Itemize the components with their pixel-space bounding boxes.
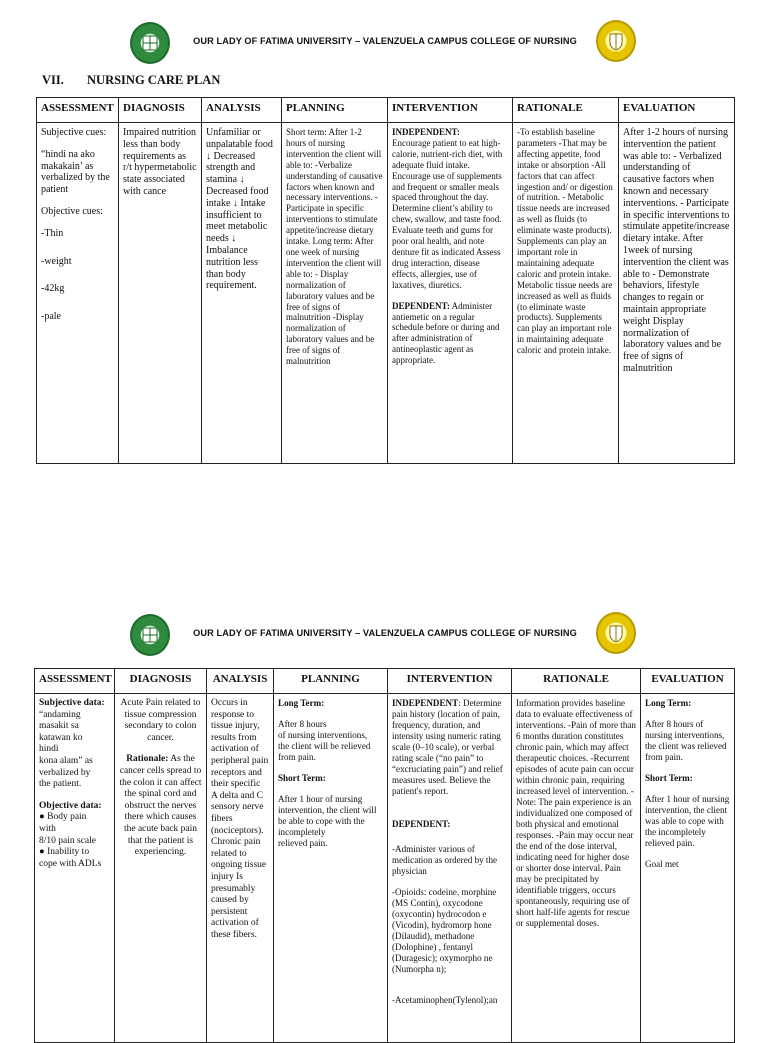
header-assessment: ASSESSMENT — [35, 669, 115, 694]
section-number: VII. — [42, 73, 64, 87]
quote-line: “andaming — [39, 709, 81, 720]
table-header-row — [35, 669, 735, 694]
college-seal-icon — [596, 20, 636, 62]
section-heading — [42, 73, 220, 88]
independent-label: INDEPENDENT — [392, 698, 459, 708]
intervention-cell — [388, 123, 513, 464]
college-seal-icon — [596, 612, 636, 654]
header-rationale: RATIONALE — [512, 669, 641, 694]
opioids-text: -Opioids: codeine, morphine (MS Contin), oxycodone (oxycontin) hydrocodon e (Vicodin), hydromorp hone (Dilaudid), methadone (Dolophine) , fentanyl (Duragesic); oxymorpho ne (Numorpha n); — [392, 887, 497, 974]
table-row — [35, 694, 735, 1043]
diagnosis-cell — [115, 694, 207, 1043]
header-diagnosis: DIAGNOSIS — [119, 98, 202, 123]
header-diagnosis: DIAGNOSIS — [115, 669, 207, 694]
header-planning: PLANNING — [282, 98, 388, 123]
page-header-2 — [0, 612, 768, 672]
quote-line: masakit sa — [39, 721, 79, 732]
university-seal-icon — [130, 22, 170, 64]
objective-label: Objective cues: — [41, 205, 103, 217]
short-term-line: be able to cope with the — [278, 816, 365, 826]
quote-line: katawan ko — [39, 732, 83, 743]
independent-text: : Determine pain history (location of pain, frequency, duration, and intensity using numeric rating scale (0–10 scale), or verbal rating scale (“no pain” to “excruciating pain”) and relief measures used. Believe the patient's report. — [392, 698, 503, 796]
header-analysis: ANALYSIS — [202, 98, 282, 123]
rationale-text: As the cancer cells spread to the colon it can affect the spinal cord and obstruct the nerves there which causes the acute back pain that the patient is experiencing. — [119, 754, 202, 858]
university-title: OUR LADY OF FATIMA UNIVERSITY – VALENZUELA CAMPUS COLLEGE OF NURSING — [193, 36, 577, 46]
header-intervention: INTERVENTION — [388, 98, 513, 123]
section-title: NURSING CARE PLAN — [87, 73, 221, 87]
short-term-label: Short Term: — [645, 773, 693, 783]
long-term-line: the client will be relieved — [278, 741, 371, 751]
table-header-row — [37, 98, 735, 123]
short-term-line: intervention, the client will — [278, 805, 377, 815]
short-term-line: relieved pain. — [278, 838, 328, 848]
long-term-line: After 8 hours — [278, 719, 327, 729]
header-intervention: INTERVENTION — [388, 669, 512, 694]
independent-label: INDEPENDENT: — [392, 127, 460, 137]
evaluation-cell — [641, 694, 735, 1043]
subjective-quote: “hindi na ako makakain’ as verbalized by the patient — [41, 148, 110, 196]
objective-line: ● Body pain — [39, 812, 87, 823]
acetaminophen-text: -Acetaminophen(Tylenol);an — [392, 995, 498, 1005]
intervention-cell — [388, 694, 512, 1043]
quote-line: verbalized by — [39, 767, 91, 778]
short-term-line: incompletely — [278, 827, 326, 837]
short-term-line: After 1 hour of nursing — [278, 794, 363, 804]
long-term-label: Long Term: — [278, 698, 325, 708]
assessment-cell — [35, 694, 115, 1043]
header-planning: PLANNING — [274, 669, 388, 694]
long-term-label: Long Term: — [645, 698, 692, 708]
quote-line: the patient. — [39, 779, 82, 790]
diagnosis-cell: Impaired nutrition less than body requirements as r/t hypermetabolic state associated with cance — [119, 123, 202, 464]
cue-item: -Thin — [41, 227, 64, 239]
objective-line: ● Inability to — [39, 847, 90, 858]
dependent-text: -Administer various of medication as ordered by the physician — [392, 844, 498, 876]
nursing-care-plan-table-2 — [34, 668, 735, 1043]
dependent-label: DEPENDENT: — [392, 300, 450, 311]
cue-item: -pale — [41, 311, 61, 323]
quote-line: kona alam” as — [39, 755, 93, 766]
header-rationale: RATIONALE — [513, 98, 619, 123]
objective-line: cope with ADLs — [39, 858, 102, 869]
assessment-cell — [37, 123, 119, 464]
independent-text: Encourage patient to eat high-calorie, nutrient-rich diet, with adequate fluid intake. Encourage use of supplements and frequent or smaller meals spaced throughout the day. Determine client’s ability to chew, swallow, and taste food. Evaluate teeth and gums for poor oral health, and note denture fit as indicated Assess drug interaction, disease effects, allergies, use of laxatives, diuretics. — [392, 137, 503, 290]
analysis-cell: Unfamiliar or unpalatable food ↓ Decreased strength and stamina ↓ Decreased food intake ↓ Intake insufficient to meet metabolic needs ↓ Imbalance nutrition less than body requirement. — [202, 123, 282, 464]
cue-item: -42kg — [41, 283, 65, 295]
evaluation-cell: After 1-2 hours of nursing intervention the patient was able to: - Verbalized understanding of causative factors when known and necessary interventions. - Participate in specific interventions to stimulate appetite/increase dietary intake. After 1week of nursing intervention the client was able to - Demonstrate behaviors, lifestyle changes to regain or maintain appropriate weight Display normalization of laboratory values and be free of signs of malnutrition — [619, 123, 735, 464]
long-term-line: from pain. — [278, 752, 316, 762]
rationale-cell: -To establish baseline parameters -That may be affecting appetite, food intake or absorption -All factors that can affect ingestion and/ or digestion of nutrition. - Metabolic tissue needs are increased as well as fluids (to eliminate waste products). Supplements can play an important role in maintaining adequate caloric and protein intake. Metabolic tissue needs are increased as well as fluids (to eliminate waste products). Supplements can play an important role in maintaining adequate caloric and protein intake. — [513, 123, 619, 464]
header-assessment: ASSESSMENT — [37, 98, 119, 123]
dependent-text: Administer antiemetic on a regular schedule before or during and after administration of antineoplastic agent as appropriate. — [392, 300, 500, 366]
university-title: OUR LADY OF FATIMA UNIVERSITY – VALENZUELA CAMPUS COLLEGE OF NURSING — [193, 628, 577, 638]
short-term-text: After 1 hour of nursing intervention, the client was able to cope with the incompletely relieved pain. — [645, 794, 730, 848]
long-term-text: After 8 hours of nursing interventions, the client was relieved from pain. — [645, 719, 727, 762]
objective-label: Objective data: — [39, 800, 102, 811]
subjective-label: Subjective cues: — [41, 127, 107, 138]
short-term-label: Short Term: — [278, 773, 326, 783]
planning-cell — [274, 694, 388, 1043]
header-analysis: ANALYSIS — [207, 669, 274, 694]
quote-line: hindi — [39, 744, 59, 755]
planning-cell: Short term: After 1-2 hours of nursing intervention the client will able to: -Verbalize understanding of causative factors when known and necessary interventions. - Participate in specific interventions to stimulate appetite/increase dietary intake. Long term: After one week of nursing intervention the client will able to: - Display normalization of laboratory values and be free of signs of malnutrition -Display normalization of laboratory values and be free of signs of malnutrition — [282, 123, 388, 464]
analysis-cell: Occurs in response to tissue injury, results from activation of peripheral pain receptors and their specific A delta and C sensory nerve fibers (nociceptors). Chronic pain related to ongoing tissue injury Is presumably caused by persistent activation of these fibers. — [207, 694, 274, 1043]
objective-line: with — [39, 823, 56, 834]
university-seal-icon — [130, 614, 170, 656]
page-header-1 — [0, 20, 768, 80]
rationale-label: Rationale: — [126, 754, 169, 765]
table-row — [37, 123, 735, 464]
dependent-label: DEPENDENT: — [392, 819, 451, 829]
goal-status: Goal met — [645, 859, 679, 869]
subjective-label: Subjective data: — [39, 698, 105, 708]
long-term-line: of nursing interventions, — [278, 730, 368, 740]
header-evaluation: EVALUATION — [641, 669, 735, 694]
objective-line: 8/10 pain scale — [39, 835, 96, 846]
diagnosis-text: Acute Pain related to tissue compression secondary to colon cancer. — [120, 698, 201, 743]
header-evaluation: EVALUATION — [619, 98, 735, 123]
cue-item: -weight — [41, 255, 72, 267]
rationale-cell: Information provides baseline data to evaluate effectiveness of interventions. -Pain of more than 6 months duration constitutes chronic pain, which may affect therapeutic choices. -Recurrent episodes of acute pain can occur within chronic pain, requiring increased level of intervention. -Note: The pain experience is an individualized one composed of both physical and emotional responses. -Pain may occur near the end of the dose interval, indicating need for higher dose or shorter dose interval. Pain may be precipitated by identifiable triggers, occurs spontaneously, requiring use of short half-life agents for rescue or supplemental doses. — [512, 694, 641, 1043]
nursing-care-plan-table-1 — [36, 97, 735, 464]
